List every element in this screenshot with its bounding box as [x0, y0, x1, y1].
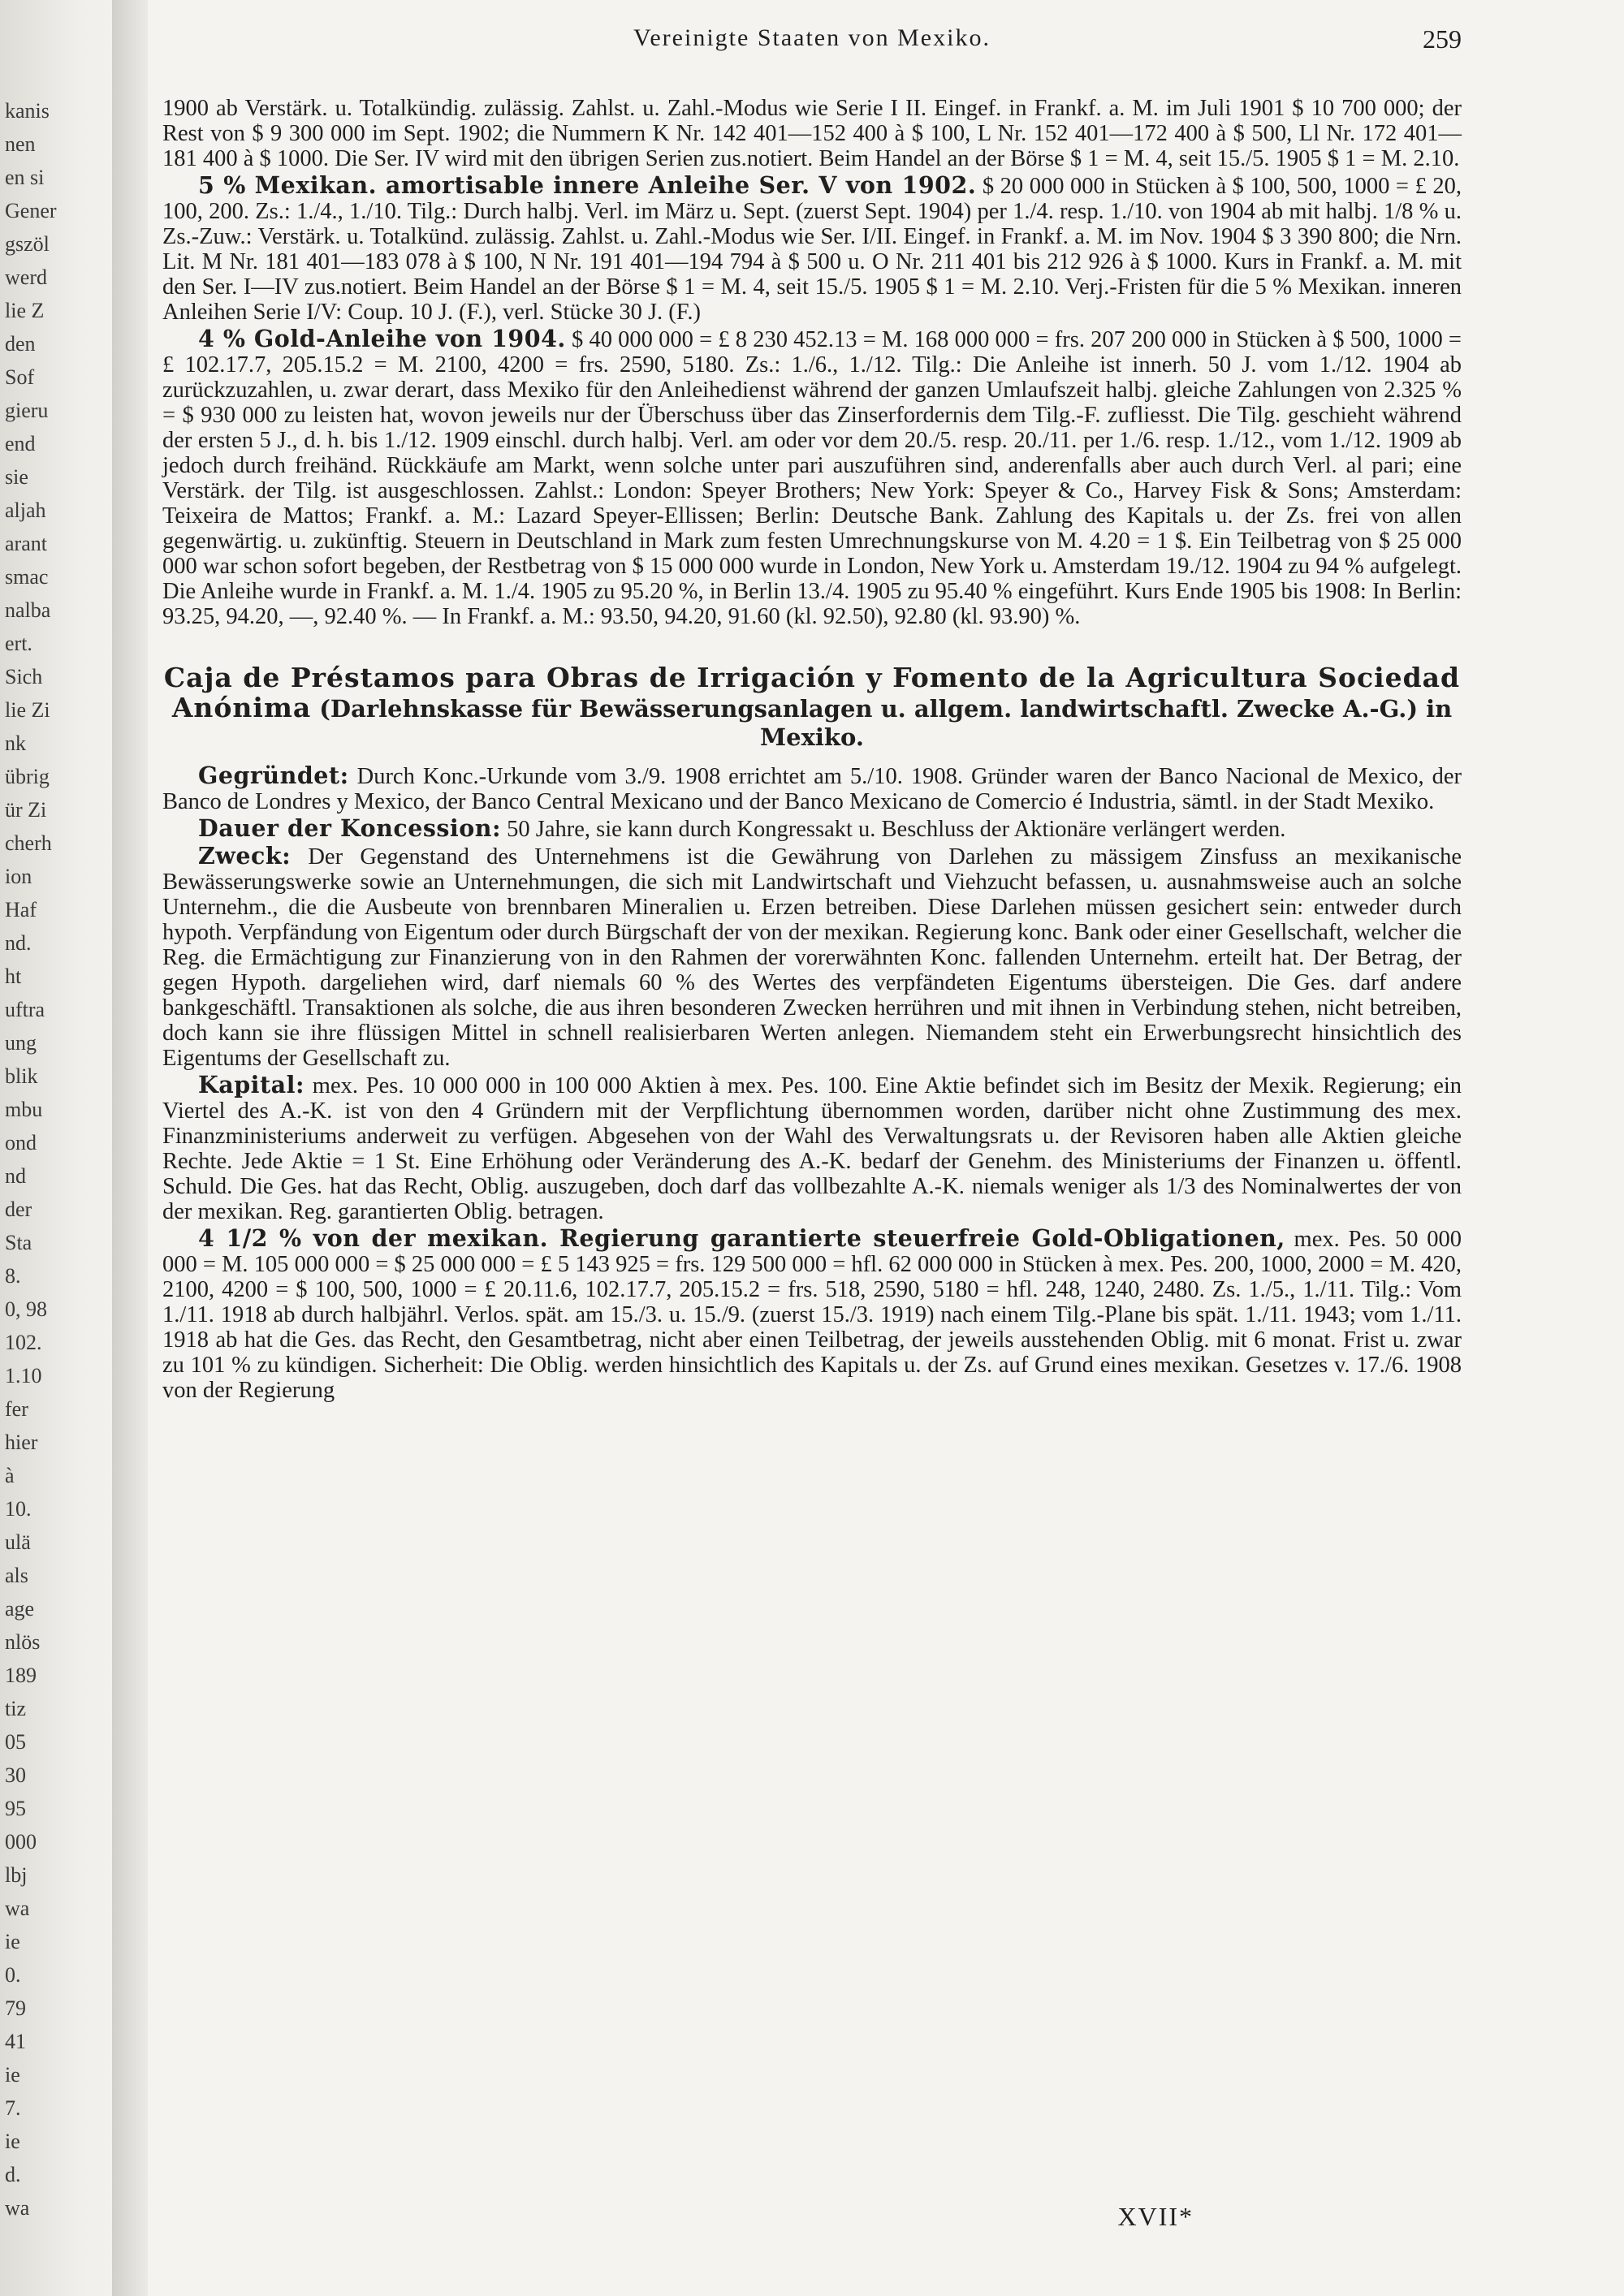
capital-text: mex. Pes. 10 000 000 in 100 000 Aktien à mex. Pes. 100. Eine Aktie befindet sich im Besitz der Mexik. Regierung; ein Viertel des A.-K. ist von den 4 Gründern mit der Verpflichtung übernommen worden, darüber nicht ohne Zustimmung des mex. Finanzministeriums anderweit zu verfügen. Abgesehen von der Wahl des Verwaltungsrats u. der Revisoren haben alle Aktien gleiche Rechte. Jede Aktie = 1 St. Eine Erhöhung oder Veränderung des A.-K. bedarf der Genehm. des Ministeriums der Finanzen u. öffentl. Schuld. Die Ges. hat das Recht, Oblig. auszugeben, doch darf das vollbezahlte A.-K. niemals weniger als 1/3 des Nominalwertes der von der mexikan. Reg. garantierten Oblig. betragen. — [162, 1073, 1462, 1224]
margin-fragment: 0. — [5, 1963, 21, 1987]
margin-fragment: 30 — [5, 1763, 26, 1787]
margin-fragment: 05 — [5, 1730, 26, 1754]
margin-fragment: ie — [5, 2063, 20, 2087]
margin-fragment: ie — [5, 1930, 20, 1953]
margin-fragment: als — [5, 1564, 28, 1587]
duration-entry — [162, 816, 1462, 842]
company-title-tail: in Mexiko. — [760, 695, 1453, 751]
margin-fragment: der — [5, 1198, 32, 1221]
margin-fragment: nk — [5, 732, 26, 755]
capital-entry — [162, 1072, 1462, 1224]
margin-fragment: ulä — [5, 1530, 31, 1554]
margin-fragment: 189 — [5, 1664, 37, 1687]
margin-fragment: 1.10 — [5, 1364, 42, 1388]
margin-fragment: cherh — [5, 831, 52, 855]
margin-fragment: nalba — [5, 598, 51, 622]
purpose-entry — [162, 844, 1462, 1071]
margin-fragment: end — [5, 432, 36, 455]
gold-loan-heading: 4 % Gold-Anleihe von 1904. — [198, 325, 566, 352]
margin-fragment: lie Z — [5, 299, 45, 322]
margin-fragment: nd — [5, 1164, 26, 1188]
margin-fragment: tiz — [5, 1697, 26, 1720]
margin-fragment: Haf — [5, 898, 37, 921]
bonds-entry — [162, 1226, 1462, 1403]
margin-fragment: d. — [5, 2163, 21, 2186]
loan-v-entry — [162, 173, 1462, 325]
capital-label: Kapital: — [198, 1071, 304, 1098]
margin-fragment: den — [5, 332, 36, 356]
margin-fragment: 79 — [5, 1996, 26, 2020]
margin-fragment: werd — [5, 265, 47, 289]
gold-loan-entry — [162, 326, 1462, 629]
margin-fragment: blik — [5, 1064, 38, 1088]
purpose-label: Zweck: — [198, 842, 292, 870]
margin-fragment: 8. — [5, 1264, 21, 1288]
margin-fragment: nd. — [5, 931, 32, 955]
margin-fragment: ung — [5, 1031, 37, 1055]
margin-fragment: aljah — [5, 498, 46, 522]
signature-mark: XVII* — [1117, 2202, 1194, 2231]
margin-fragment: mbu — [5, 1098, 43, 1121]
bonds-text: mex. Pes. 50 000 000 = M. 105 000 000 = $ 25 000 000 = £ 5 143 925 = frs. 129 500 000 = hfl. 62 000 000 in Stücken à mex. Pes. 200, 1000, 2000 = M. 420, 2100, 4200 = $ 100, 500, 1000 = £ 20.11.6, 102.17.7, 205.15.2 = frs. 518, 2590, 5180 = hfl. 248, 1240, 2480. Zs. 1./5., 1./11. Tilg.: Vom 1./11. 1918 ab durch halbjährl. Verlos. spät. am 15./3. u. 15./9. (zuerst 15./3. 1919) nach einem Tilg.-Plane bis spät. 1./11. 1943; vom 1./11. 1918 ab hat die Ges. das Recht, den Gesamtbetrag, nicht aber einen Teilbetrag, der jeweils ausstehenden Oblig. mit 6 monat. Frist u. zwar zu 101 % zu kündigen. Sicherheit: Die Oblig. werden hinsichtlich des Kapitals u. der Zs. auf Grund eines mexikan. Gesetzes v. 17./6. 1908 von der Regierung — [162, 1227, 1462, 1403]
margin-fragment: Sich — [5, 665, 43, 688]
purpose-text: Der Gegenstand des Unternehmens ist die Gewährung von Darlehen zu mässigem Zinsfuss an mexikanische Bewässerungswerke sowie an Unternehmungen, die sich mit Landwirtschaft und Viehzucht befassen, u. ausnahmsweise auch an solche Unternehm., die die Ausbeute von brennbaren Mineralien u. Erzen betreiben. Diese Darlehen müssen gesichert sein: entweder durch hypoth. Verpfändung von Eigentum oder durch Bürgschaft der von der mexikan. Regierung konc. Bank oder einer Gesellschaft, welcher die Reg. die Ermächtigung zur Finanzierung von in den Rahmen der vorerwähnten Konc. fallenden Unternehm. erteilt hat. Der Betrag, der gegen Hypoth. dargeliehen wird, darf niemals 60 % des Wertes des verpfändeten Eigentums übersteigen. Die Ges. darf andere bankgeschäftl. Transaktionen als solche, die aus ihren besonderen Zwecken herrühren und mit ihnen in Verbindung stehen, nicht betreiben, doch kann sie ihre flüssigen Mittel in schnell realisierbaren Werten anlegen. Niemandem steht ein Erwerbungsrecht hinsichtlich des Eigentums der Gesellschaft zu. — [162, 844, 1462, 1071]
bonds-heading: 4 1/2 % von der mexikan. Regierung garantierte steuerfreie Gold-Obligationen, — [198, 1224, 1285, 1252]
margin-fragment: uftra — [5, 998, 45, 1021]
margin-fragment: gieru — [5, 399, 49, 422]
margin-fragment: Gener — [5, 199, 57, 222]
margin-fragment: wa — [5, 1897, 30, 1920]
loan-v-body: $ 20 000 000 in Stücken à $ 100, 500, 1000 = £ 20, 100, 200. Zs.: 1./4., 1./10. Tilg.: Durch halbj. Verl. im März u. Sept. (zuerst Sept. 1904) per 1./4. resp. 1./10. von 1904 ab mit halbj. 1/8 % u. Zs.-Zuw.: Verstärk. u. Totalkünd. zulässig. Zahlst. u. Zahl.-Modus wie Ser. I/II. Eingef. in Frankf. a. M. im Nov. 1904 $ 3 390 800; die Nrn. Lit. M Nr. 181 401—183 078 à $ 100, N Nr. 191 401—194 794 à $ 500 u. O Nr. 211 401 bis 212 926 à $ 1000. Kurs in Frankf. a. M. mit den Ser. I—IV zus.notiert. Beim Handel an der Börse $ 1 = M. 4, seit 15./5. 1905 $ 1 = M. 2.10. Verj.-Fristen für die 5 % Mexikan. inneren Anleihen Serie I/V: Coup. 10 J. (F.), verl. Stücke 30 J. (F.) — [162, 174, 1462, 325]
duration-text: 50 Jahre, sie kann durch Kongressakt u. Beschluss der Aktionäre verlängert werden. — [507, 817, 1286, 842]
margin-fragment: ht — [5, 965, 22, 988]
margin-fragment: 95 — [5, 1797, 26, 1820]
margin-fragment: ond — [5, 1131, 37, 1154]
margin-fragment: lbj — [5, 1863, 28, 1887]
margin-fragment: 0, 98 — [5, 1297, 47, 1321]
margin-fragment: à — [5, 1464, 15, 1487]
margin-fragment: fer — [5, 1397, 28, 1421]
margin-fragment: 102. — [5, 1331, 42, 1354]
margin-fragment: en si — [5, 166, 45, 189]
margin-fragment: gszöl — [5, 232, 50, 256]
margin-fragment: wa — [5, 2196, 30, 2220]
margin-fragment: Sta — [5, 1231, 32, 1254]
margin-fragment: nlös — [5, 1630, 41, 1654]
margin-fragment: ion — [5, 865, 32, 888]
margin-fragment: hier — [5, 1431, 38, 1454]
margin-fragment: übrig — [5, 765, 50, 788]
margin-fragment: sie — [5, 465, 28, 489]
margin-fragment: 7. — [5, 2096, 21, 2120]
margin-fragment: ert. — [5, 632, 32, 655]
running-title: Vereinigte Staaten von Mexiko. — [633, 24, 991, 51]
margin-fragment: lie Zi — [5, 698, 50, 722]
running-head — [162, 24, 1462, 65]
loan-v-intro: 1900 ab Verstärk. u. Totalkündig. zulässig. Zahlst. u. Zahl.-Modus wie Serie I II. Eingef. in Frankf. a. M. im Juli 1901 $ 10 700 000; der Rest von $ 9 300 000 im Sept. 1902; die Nummern K Nr. 142 401—152 400 à $ 100, L Nr. 152 401—172 400 à $ 500, Ll Nr. 172 401—181 400 à $ 1000. Die Ser. IV wird mit den übrigen Serien zus.notiert. Beim Handel an der Börse $ 1 = M. 4, seit 15./5. 1905 $ 1 = M. 2.10. — [162, 96, 1462, 171]
margin-fragment: kanis — [5, 99, 50, 123]
margin-fragment: smac — [5, 565, 49, 589]
page-content — [162, 96, 1462, 1405]
document-page — [162, 0, 1462, 2296]
margin-fragment: ie — [5, 2130, 20, 2153]
duration-label: Dauer der Koncession: — [198, 814, 501, 842]
margin-fragment: age — [5, 1597, 35, 1621]
company-title — [162, 663, 1462, 752]
margin-fragment: Sof — [5, 365, 35, 389]
page-number: 259 — [1423, 24, 1462, 54]
margin-fragment: ür Zi — [5, 798, 47, 822]
founded-entry — [162, 763, 1462, 814]
founded-text: Durch Konc.-Urkunde vom 3./9. 1908 errichtet am 5./10. 1908. Gründer waren der Banco Nacional de Mexico, der Banco de Londres y Mexico, der Banco Central Mexicano und der Banco Mexicano de Comercio é Industria, sämtl. in der Stadt Mexiko. — [162, 764, 1462, 814]
margin-fragment: 000 — [5, 1830, 37, 1854]
company-title-paren: (Darlehnskasse für Bewässerungsanlagen u. allgem. landwirtschaftl. Zwecke A.-G.) — [319, 695, 1419, 723]
margin-fragment: 10. — [5, 1497, 32, 1521]
gold-loan-body: $ 40 000 000 = £ 8 230 452.13 = M. 168 000 000 = frs. 207 200 000 in Stücken à $ 500, 1000 = £ 102.17.7, 205.15.2 = M. 2100, 4200 = frs. 2590, 5180. Zs.: 1./6., 1./12. Tilg.: Die Anleihe ist innerh. 50 J. vom 1./12. 1904 ab zurückzuzahlen, u. zwar derart, dass Mexiko für den Anleihedienst während der ganzen Umlaufszeit halbj. gleiche Zahlungen von 2.325 % = $ 930 000 zu leisten hat, wovon jeweils nur der Überschuss über das Zinserfordernis dem Tilg.-F. zufliesst. Die Tilg. geschieht während der ersten 5 J., d. h. bis 1./12. 1909 einschl. durch halbj. Verl. am oder vor dem 20./5. resp. 20./11. per 1./6. resp. 1./12., vom 1./12. 1909 ab jedoch durch freihänd. Rückkäufe am Markt, wenn solche unter pari auszuführen sind, anderenfalls aber auch durch Verl. al pari; eine Verstärk. der Tilg. ist ausgeschlossen. Zahlst.: London: Speyer Brothers; New York: Speyer & Co., Harvey Fisk & Sons; Amsterdam: Teixeira de Mattos; Frankf. a. M.: Lazard Speyer-Ellissen; Berlin: Deutsche Bank. Zahlung des Kapitals u. der Zs. frei von allen gegenwärtig. u. zukünftig. Steuern in Deutschland in Mark zum festen Umrechnungskurse von M. 4.20 = 1 $. Ein Teilbetrag von $ 25 000 000 war schon sofort begeben, der Restbetrag von $ 15 000 000 wurde in London, New York u. Amsterdam 19./12. 1904 zu 94 % aufgelegt. Die Anleihe wurde in Frankf. a. M. 1./4. 1905 zu 95.20 %, in Berlin 13./4. 1905 zu 95.40 % eingeführt. Kurs Ende 1905 bis 1908: In Berlin: 93.25, 94.20, —, 92.40 %. — In Frankf. a. M.: 93.50, 94.20, 91.60 (kl. 92.50), 92.80 (kl. 93.90) %. — [162, 327, 1462, 629]
margin-fragment: arant — [5, 532, 47, 555]
founded-label: Gegründet: — [198, 762, 349, 789]
margin-fragment: nen — [5, 132, 36, 156]
book-gutter — [112, 0, 148, 2296]
loan-v-heading: 5 % Mexikan. amortisable innere Anleihe Ser. V von 1902. — [198, 171, 977, 199]
margin-fragment: 41 — [5, 2030, 26, 2053]
company-title-main: Caja de Préstamos para Obras de Irrigación y Fomento de la Agricultura Sociedad Anónima — [163, 662, 1461, 723]
